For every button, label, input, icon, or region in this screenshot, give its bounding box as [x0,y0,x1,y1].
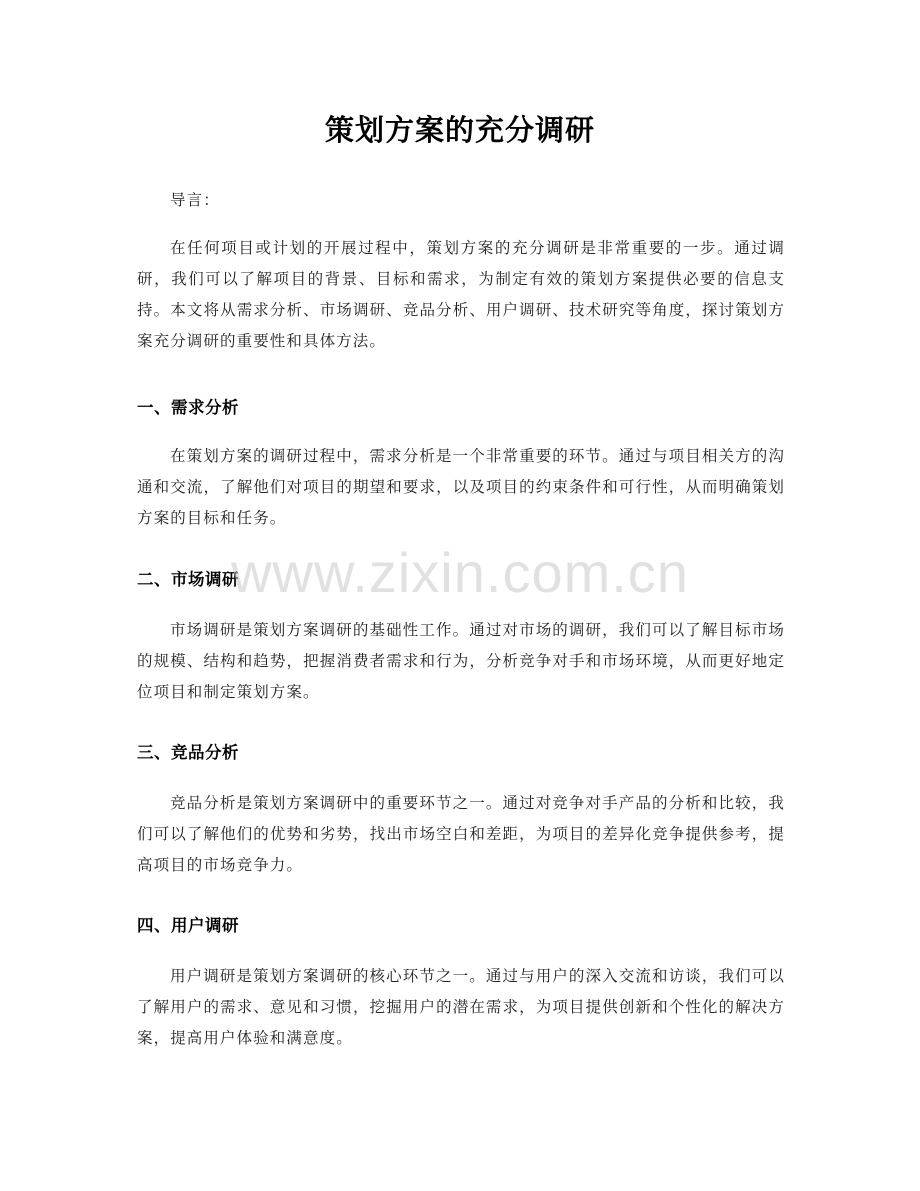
intro-label: 导言： [170,191,220,209]
section-paragraph-competitors: 竞品分析是策划方案调研中的重要环节之一。通过对竞争对手产品的分析和比较，我们可以了解他们的优势和劣势，找出市场空白和差距，为项目的差异化竞争提供参考，提高项目的市场竞争力。 [137,794,785,874]
section-heading-requirements: 一、需求分析 [137,398,239,417]
section-heading-users: 四、用户调研 [137,916,239,935]
section-paragraph-market: 市场调研是策划方案调研的基础性工作。通过对市场的调研，我们可以了解目标市场的规模、结构和趋势，把握消费者需求和行为，分析竞争对手和市场环境，从而更好地定位项目和制定策划方案。 [137,621,785,701]
document-title: 策划方案的充分调研 [324,113,595,147]
intro-paragraph: 在任何项目或计划的开展过程中，策划方案的充分调研是非常重要的一步。通过调研，我们可以了解项目的背景、目标和需求，为制定有效的策划方案提供必要的信息支持。本文将从需求分析、市场调研、竞品分析、用户调研、技术研究等角度，探讨策划方案充分调研的重要性和具体方法。 [137,239,785,350]
section-heading-competitors: 三、竞品分析 [137,743,239,762]
section-paragraph-requirements: 在策划方案的调研过程中，需求分析是一个非常重要的环节。通过与项目相关方的沟通和交流，了解他们对项目的期望和要求，以及项目的约束条件和可行性，从而明确策划方案的目标和任务。 [137,447,785,527]
section-heading-market: 二、市场调研 [137,570,239,589]
section-paragraph-users: 用户调研是策划方案调研的核心环节之一。通过与用户的深入交流和访谈，我们可以了解用户的需求、意见和习惯，挖掘用户的潜在需求，为项目提供创新和个性化的解决方案，提高用户体验和满意度。 [137,967,785,1047]
watermark: www.zixin.com.cn [231,541,689,604]
